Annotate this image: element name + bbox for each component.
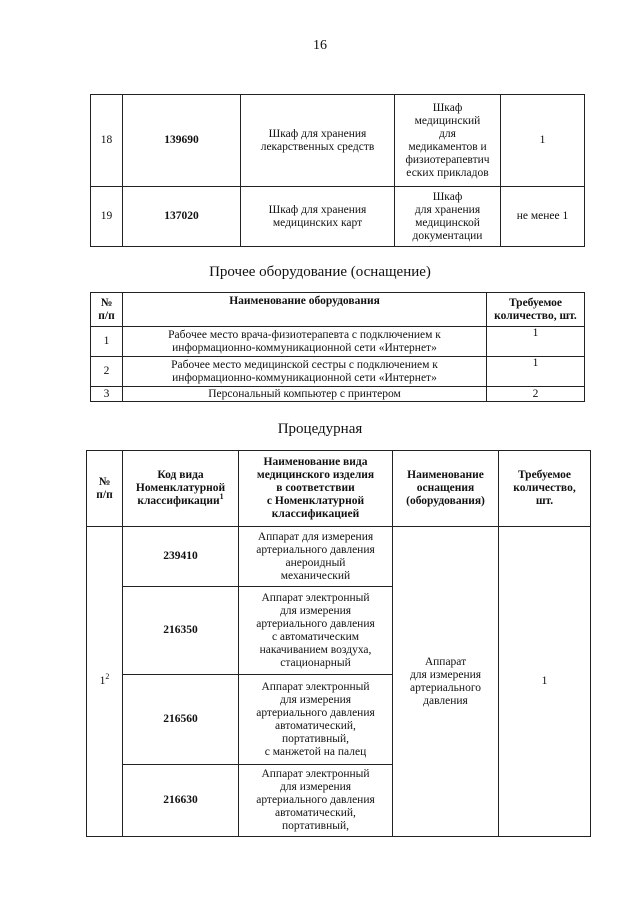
equipment-cell: Шкаф медицинский для медикаментов и физиотерапевтич еских прикладов: [395, 95, 501, 187]
code-cell: 139690: [123, 95, 241, 187]
other-equipment-table: [90, 292, 585, 402]
header-qty: Требуемое количество, шт.: [487, 293, 585, 327]
quantity-cell: 1: [487, 327, 585, 357]
header-num: № п/п: [87, 451, 123, 527]
code-cell: 239410: [123, 527, 239, 587]
table-header-row: [87, 451, 591, 527]
device-name-cell: Аппарат электронный для измерения артериального давления автоматический, портативный, с манжетой на палец: [239, 675, 393, 765]
header-num: № п/п: [91, 293, 123, 327]
code-cell: 216560: [123, 675, 239, 765]
equipment-name-cell: Рабочее место врача-физиотерапевта с подключением к информационно-коммуникационной сети «Интернет»: [123, 327, 487, 357]
code-cell: 216350: [123, 587, 239, 675]
table-row: [91, 187, 585, 247]
header-code: Код вида Номенклатурной классификации$^1$: [123, 451, 239, 527]
group-number: $1^2$: [87, 527, 123, 837]
equipment-name-cell: Рабочее место медицинской сестры с подключением к информационно-коммуникационной сети «Интернет»: [123, 357, 487, 387]
device-name-cell: Аппарат для измерения артериального давления анероидный механический: [239, 527, 393, 587]
equipment-cell: Шкаф для хранения медицинской документации: [395, 187, 501, 247]
equipment-table-top: [90, 94, 585, 247]
table-header-row: [91, 293, 585, 327]
table-row: [91, 357, 585, 387]
header-name: Наименование оборудования: [123, 293, 487, 327]
equipment-name-cell: Персональный компьютер с принтером: [123, 387, 487, 402]
quantity-cell: 2: [487, 387, 585, 402]
device-name-cell: Аппарат электронный для измерения артериального давления автоматический, портативный,: [239, 765, 393, 837]
code-cell: 137020: [123, 187, 241, 247]
table-row: [87, 527, 591, 587]
header-qty: Требуемое количество, шт.: [499, 451, 591, 527]
row-number: 2: [91, 357, 123, 387]
table-row: [91, 327, 585, 357]
quantity-cell: 1: [501, 95, 585, 187]
row-number: 19: [91, 187, 123, 247]
footnote-marker: 2: [105, 672, 110, 682]
header-device-name: Наименование вида медицинского изделия в соответствии с Номенклатурной классификацией: [239, 451, 393, 527]
device-name-cell: Шкаф для хранения лекарственных средств: [241, 95, 395, 187]
row-number: 3: [91, 387, 123, 402]
header-equipment: Наименование оснащения (оборудования): [393, 451, 499, 527]
device-name-cell: Аппарат электронный для измерения артериального давления с автоматическим накачиванием воздуха, стационарный: [239, 587, 393, 675]
section-title-other: Прочее оборудование (оснащение): [209, 264, 431, 280]
table-row: [91, 387, 585, 402]
section-title-procedure: Процедурная: [277, 421, 363, 437]
equipment-cell: Аппарат для измерения артериального давления: [393, 527, 499, 837]
quantity-cell: 1: [499, 527, 591, 837]
page-number: 16: [313, 38, 327, 53]
table-row: [91, 95, 585, 187]
device-name-cell: Шкаф для хранения медицинских карт: [241, 187, 395, 247]
row-number: 18: [91, 95, 123, 187]
procedure-table: [86, 450, 591, 837]
quantity-cell: не менее 1: [501, 187, 585, 247]
footnote-marker: 1: [219, 492, 224, 502]
row-number: 1: [91, 327, 123, 357]
code-cell: 216630: [123, 765, 239, 837]
quantity-cell: 1: [487, 357, 585, 387]
